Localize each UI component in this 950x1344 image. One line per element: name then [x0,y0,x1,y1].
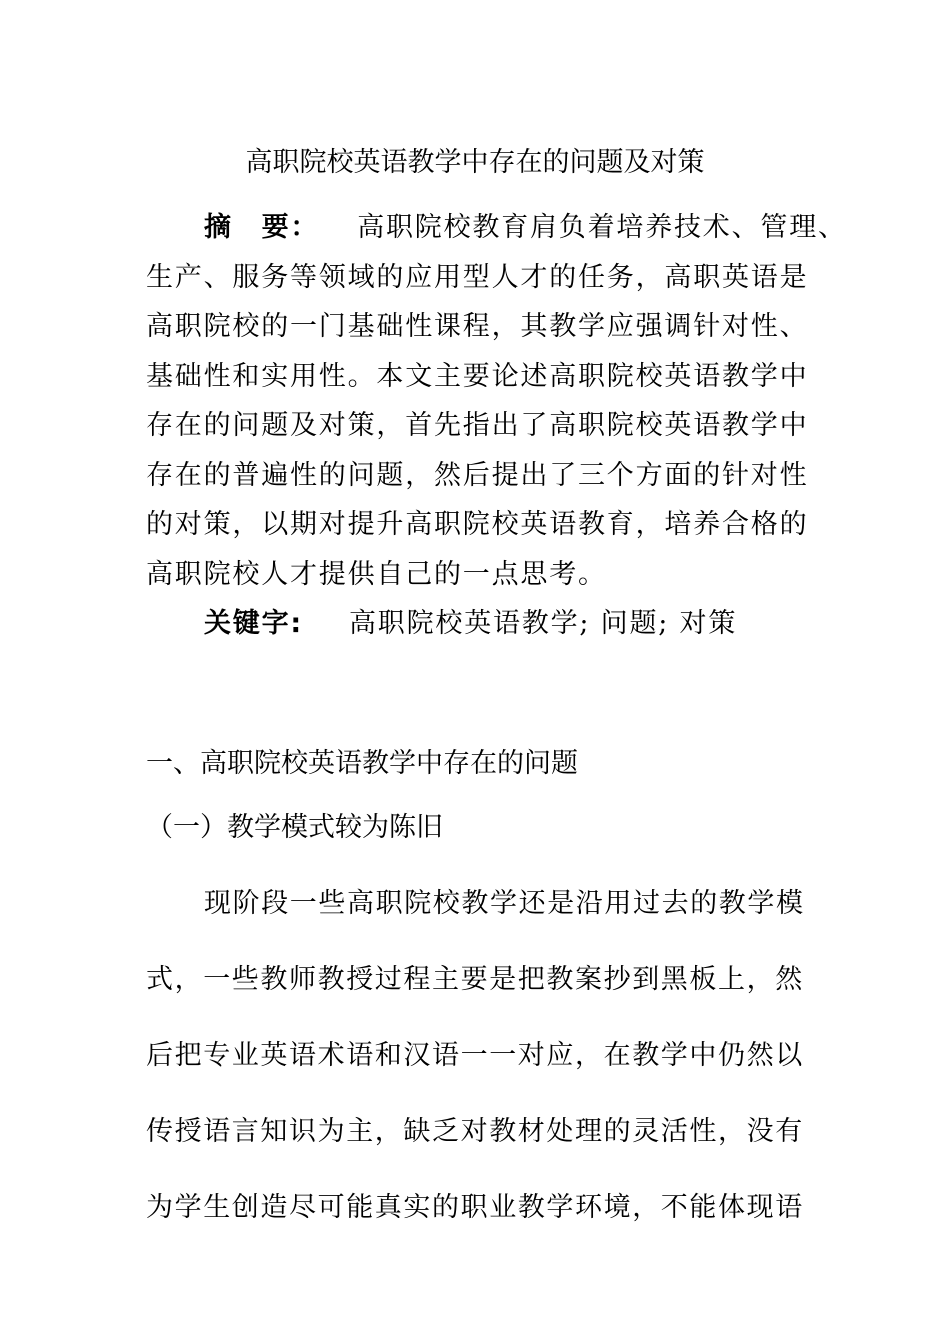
body-line-4: 传授语言知识为主，缺乏对教材处理的灵活性，没有 [146,1116,804,1147]
subsection-heading: （一）教学模式较为陈旧 [146,812,443,843]
abstract-label: 摘 要： [204,212,320,243]
abstract-block [146,203,847,649]
keywords-text: 高职院校英语教学; 问题; 对策 [349,608,738,639]
abstract-line-5: 存在的问题及对策，首先指出了高职院校英语教学中 [146,410,809,441]
keywords-label: 关键字: [204,608,303,639]
body-line-1: 现阶段一些高职院校教学还是沿用过去的教学模 [204,888,805,919]
body-line-5: 为学生创造尽可能真实的职业教学环境，不能体现语 [146,1192,804,1223]
abstract-line-6: 存在的普遍性的问题，然后提出了三个方面的针对性 [146,459,809,491]
document-title: 高职院校英语教学中存在的问题及对策 [245,147,705,178]
abstract-line-3: 高职院校的一门基础性课程，其教学应强调针对性、 [146,311,809,342]
abstract-line-8: 高职院校人才提供自己的一点思考。 [146,558,607,590]
abstract-line-2: 生产、服务等领域的应用型人才的任务，高职英语是 [146,261,809,293]
abstract-line-4: 基础性和实用性。本文主要论述高职院校英语教学中 [146,360,809,392]
body-paragraph [146,866,806,1246]
abstract-line-7: 的对策，以期对提升高职院校英语教育，培养合格的 [146,509,809,540]
body-line-2: 式，一些教师教授过程主要是把教案抄到黑板上，然 [146,964,804,995]
abstract-line-1 [146,203,847,253]
section-heading: 一、高职院校英语教学中存在的问题 [146,748,578,779]
abstract-text: 高职院校教育肩负着培养技术、管理、 [357,212,847,243]
keywords-line [146,599,806,649]
body-line-3: 后把专业英语术语和汉语一一对应，在教学中仍然以 [146,1040,804,1071]
